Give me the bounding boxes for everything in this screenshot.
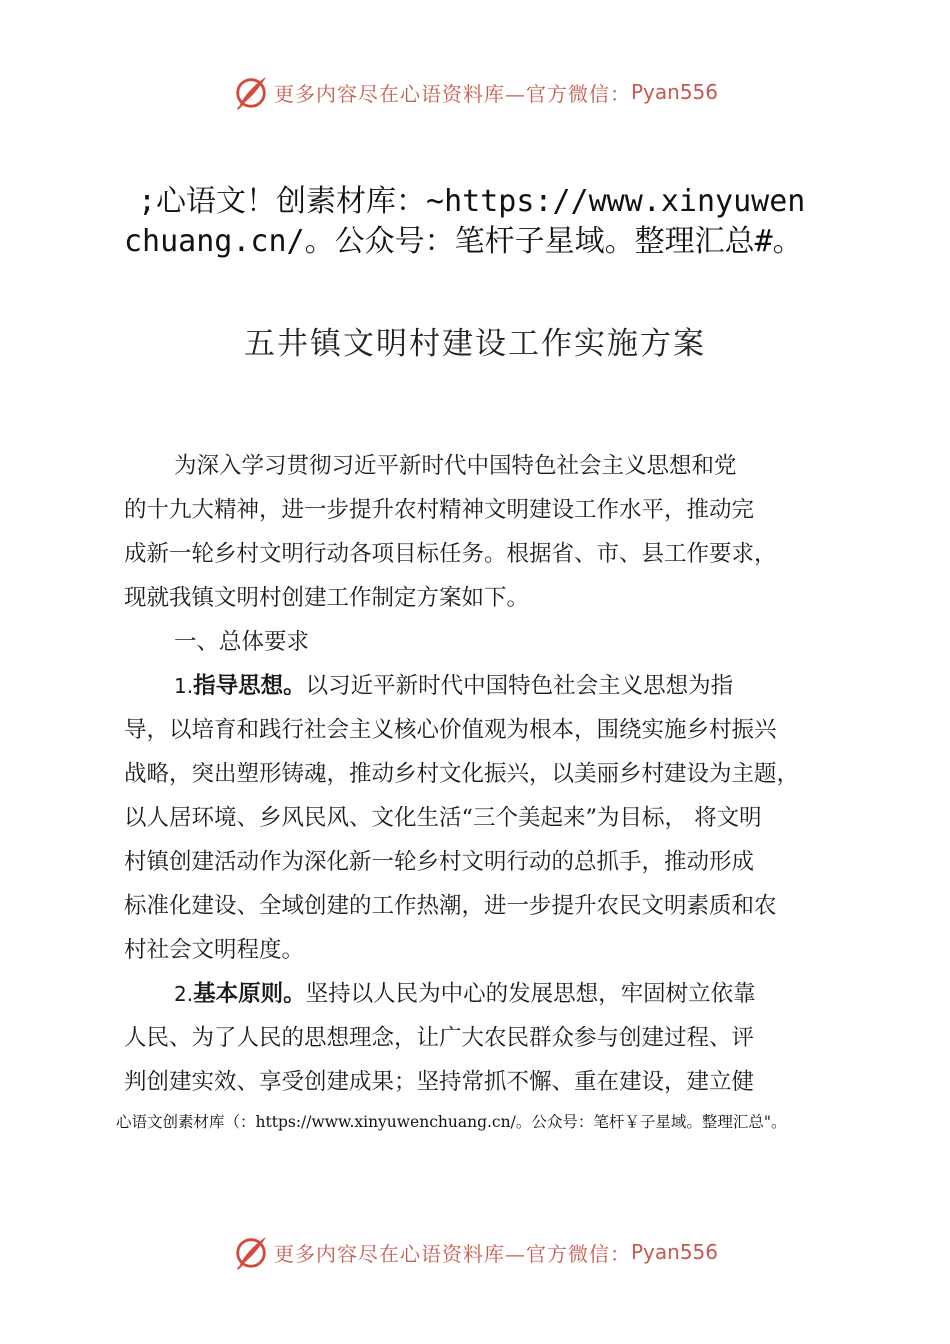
item1-line: 村镇创建活动作为深化新一轮乡村文明行动的总抓手，推动形成 <box>124 849 755 875</box>
document-title: 五井镇文明村建设工作实施方案 <box>244 326 706 362</box>
item2-first-text: 坚持以人民为中心的发展思想，牢固树立依靠 <box>305 981 756 1007</box>
banner-text: 更多内容尽在心语资料库—官方微信： <box>274 1241 631 1266</box>
item1-line: 标准化建设、全域创建的工作热潮，进一步提升农民文明素质和农 <box>124 893 777 919</box>
banner-wechat-id: Pyan556 <box>631 1240 719 1264</box>
item1-label: 指导思想。 <box>193 673 306 699</box>
section-heading: 一、总体要求 <box>174 629 310 655</box>
top-banner <box>232 72 752 112</box>
item2-label: 基本原则。 <box>193 981 306 1007</box>
item1-line: 导，以培育和践行社会主义核心价值观为根本，围绕实施乡村振兴 <box>124 717 777 743</box>
item2-number: 2. <box>174 982 194 1006</box>
item2-line: 判创建实效、享受创建成果；坚持常抓不懈、重在建设，建立健 <box>124 1069 755 1095</box>
item1-first-text: 以习近平新时代中国特色社会主义思想为指 <box>305 673 734 699</box>
bottom-banner <box>232 1232 752 1272</box>
item1-number: 1. <box>174 674 194 698</box>
watermark-line-2: chuang.cn/。公众号：笔杆子星域。整理汇总#。 <box>124 224 803 259</box>
intro-line: 成新一轮乡村文明行动各项目标任务。根据省、市、县工作要求， <box>124 541 777 567</box>
intro-line: 现就我镇文明村创建工作制定方案如下。 <box>124 585 530 611</box>
item2-first-line <box>124 972 844 1016</box>
banner-text: 更多内容尽在心语资料库—官方微信： <box>274 81 631 106</box>
intro-line: 为深入学习贯彻习近平新时代中国特色社会主义思想和党 <box>174 453 737 479</box>
item1-line: 村社会文明程度。 <box>124 937 305 963</box>
watermark-line-1: ;心语文！创素材库：~https://www.xinyuwen <box>138 184 806 219</box>
watermark-notice <box>124 182 854 262</box>
item1-line: 以人居环境、乡风民风、文化生活“三个美起来”为目标， 将文明 <box>124 805 762 831</box>
quill-logo-icon <box>232 73 270 111</box>
item2-line: 人民、为了人民的思想理念，让广大农民群众参与创建过程、评 <box>124 1025 755 1051</box>
intro-line: 的十九大精神，进一步提升农村精神文明建设工作水平，推动完 <box>124 497 755 523</box>
item1-first-line <box>124 664 844 708</box>
banner-wechat-id: Pyan556 <box>631 80 719 104</box>
document-body <box>124 444 844 1104</box>
item1-line: 战略，突出塑形铸魂，推动乡村文化振兴，以美丽乡村建设为主题， <box>124 761 800 787</box>
footer-note: 心语文创素材库（：https://www.xinyuwenchuang.cn/。公众号：笔杆￥子星域。整理汇总"。 <box>116 1113 787 1131</box>
quill-logo-icon <box>232 1233 270 1271</box>
